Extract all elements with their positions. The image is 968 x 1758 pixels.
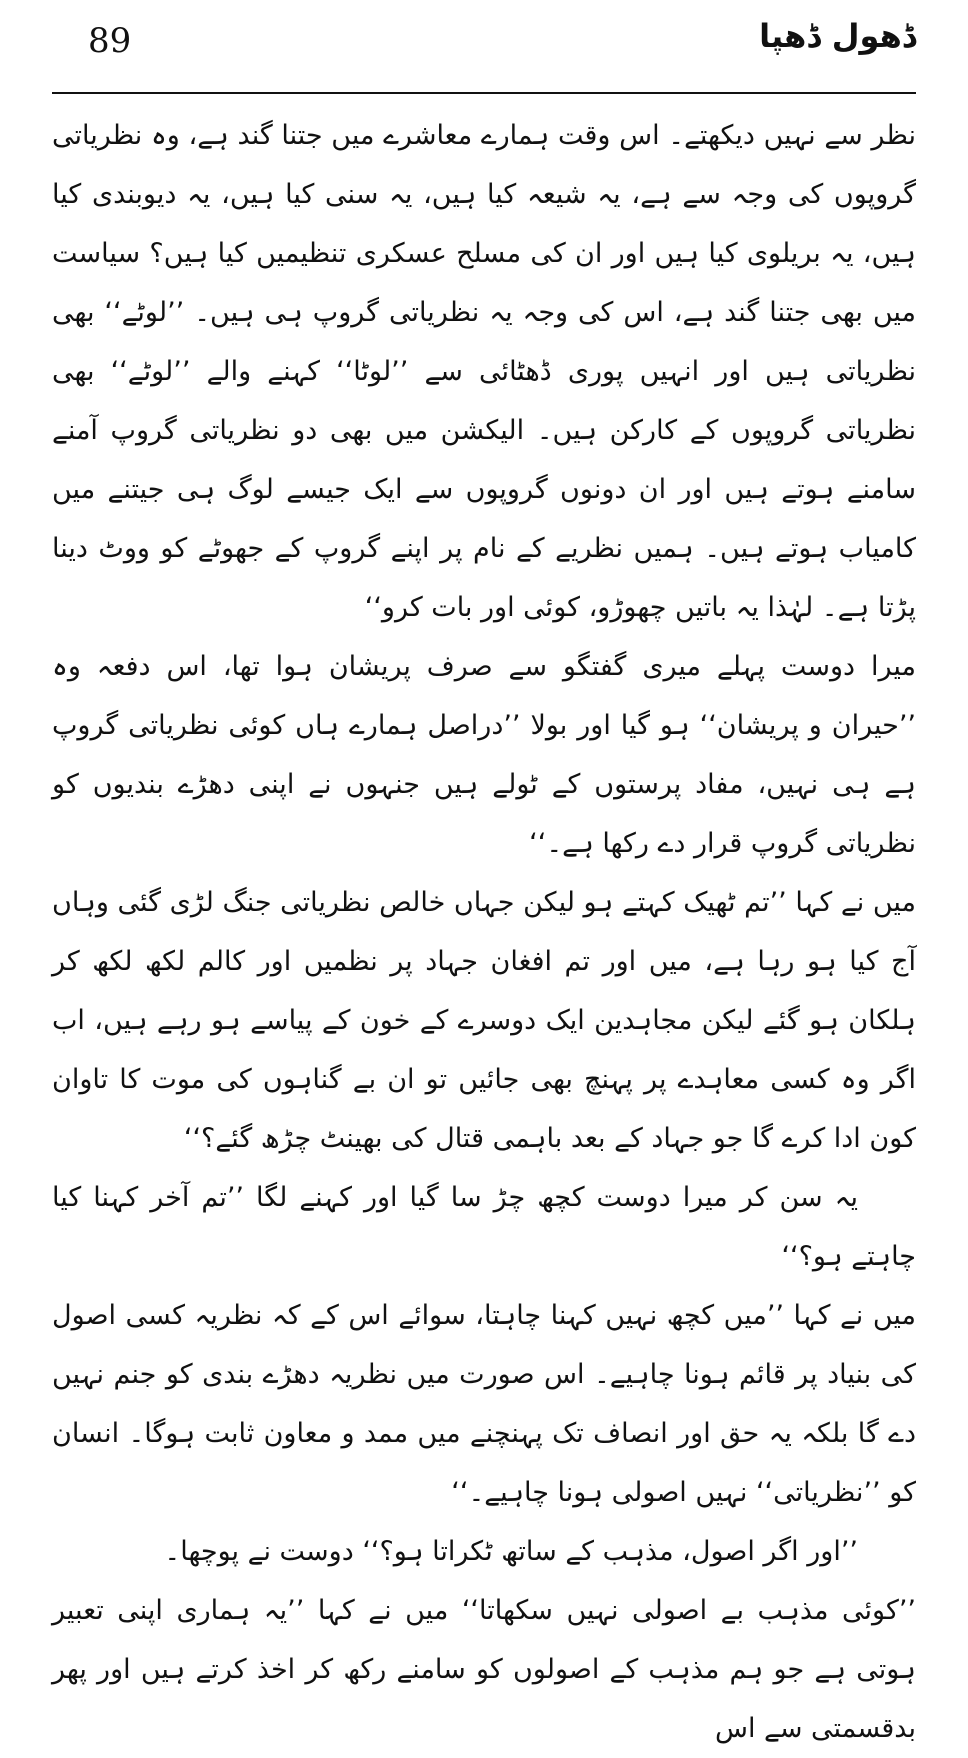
running-title: ڈھول ڈھپا bbox=[759, 17, 916, 55]
paragraph-6: ’’اور اگر اصول، مذہب کے ساتھ ٹکراتا ہو؟‘‘ دوست نے پوچھا۔ bbox=[164, 1536, 858, 1567]
paragraph-3: میں نے کہا ’’تم ٹھیک کہتے ہو لیکن جہاں خالص نظریاتی جنگ لڑی گئی وہاں آج کیا ہو رہا ہے، میں اور تم افغان جہاد پر نظمیں اور کالم لکھ لکھ کر ہلکان ہو گئے لیکن مجاہدین ایک دوسرے کے خون کے پیاسے ہو رہے ہیں، اب اگر وہ کسی معاہدے پر پہنچ بھی جائیں تو ان بے گناہوں کی موت کا تاوان کون ادا کرے گا جو جہاد کے بعد باہمی قتال کی بھینٹ چڑھ گئے؟‘‘ bbox=[52, 887, 916, 1154]
page-number: 89 bbox=[88, 21, 132, 61]
header-divider bbox=[52, 92, 916, 94]
paragraph-7: ’’کوئی مذہب بے اصولی نہیں سکھاتا‘‘ میں نے کہا ’’یہ ہماری اپنی تعبیر ہوتی ہے جو ہم مذہب کے اصولوں کو سامنے رکھ کر اخذ کرتے ہیں اور پھر بدقسمتی سے اس bbox=[52, 1595, 916, 1744]
page-header bbox=[52, 0, 916, 98]
paragraph-1: نظر سے نہیں دیکھتے۔ اس وقت ہمارے معاشرے میں جتنا گند ہے، وہ نظریاتی گروپوں کی وجہ سے ہے، یہ شیعہ کیا ہیں، یہ سنی کیا ہیں، یہ دیوبندی کیا ہیں، یہ بریلوی کیا ہیں اور ان کی مسلح عسکری تنظیمیں کیا ہیں؟ سیاست میں بھی جتنا گند ہے، اس کی وجہ یہ نظریاتی گروپ ہی ہیں۔ ’’لوٹے‘‘ بھی نظریاتی ہیں اور انہیں پوری ڈھٹائی سے ’’لوٹا‘‘ کہنے والے ’’لوٹے‘‘ بھی نظریاتی گروپوں کے کارکن ہیں۔ الیکشن میں بھی دو نظریاتی گروپ آمنے سامنے ہوتے ہیں اور ان دونوں گروپوں سے ایک جیسے لوگ ہی جیتنے میں کامیاب ہوتے ہیں۔ ہمیں نظریے کے نام پر اپنے گروپ کے جھوٹے کو ووٹ دینا پڑتا ہے۔ لہٰذا یہ باتیں چھوڑو، کوئی اور بات کرو‘‘ bbox=[52, 120, 916, 623]
paragraph-5: میں نے کہا ’’میں کچھ نہیں کہنا چاہتا، سوائے اس کے کہ نظریہ کسی اصول کی بنیاد پر قائم ہونا چاہیے۔ اس صورت میں نظریہ دھڑے بندی کو جنم نہیں دے گا بلکہ یہ حق اور انصاف تک پہنچنے میں ممد و معاون ثابت ہوگا۔ انسان کو ’’نظریاتی‘‘ نہیں اصولی ہونا چاہیے۔‘‘ bbox=[52, 1300, 916, 1508]
paragraph-2: میرا دوست پہلے میری گفتگو سے صرف پریشان ہوا تھا، اس دفعہ وہ ’’حیران و پریشان‘‘ ہو گیا اور بولا ’’دراصل ہمارے ہاں کوئی نظریاتی گروپ ہے ہی نہیں، مفاد پرستوں کے ٹولے ہیں جنہوں نے اپنی دھڑے بندیوں کو نظریاتی گروپ قرار دے رکھا ہے۔‘‘ bbox=[52, 651, 916, 859]
paragraph-4: یہ سن کر میرا دوست کچھ چڑ سا گیا اور کہنے لگا ’’تم آخر کہنا کیا چاہتے ہو؟‘‘ bbox=[52, 1182, 916, 1272]
page-content bbox=[52, 98, 916, 1758]
